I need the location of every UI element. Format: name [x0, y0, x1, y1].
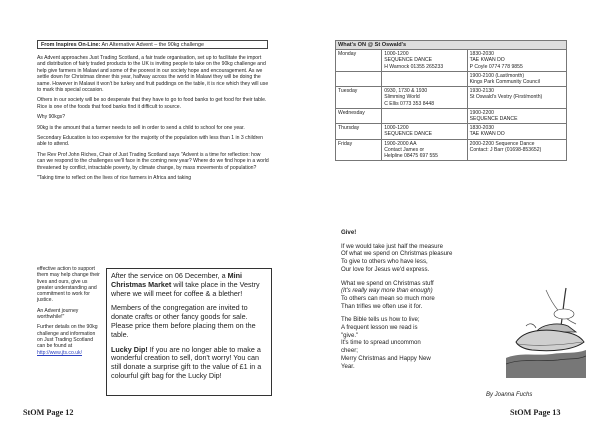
- poem-line: Merry Christmas and Happy New: [341, 354, 431, 362]
- poem-line: Than trifles we often use it for.: [341, 302, 423, 310]
- table-title: What's ON @ St Oswald's: [336, 41, 567, 50]
- poem-line-italic: (It's really way more than enough): [341, 287, 433, 295]
- day-cell: [336, 50, 382, 72]
- morning-cell: [382, 87, 467, 109]
- article-paragraph: [37, 324, 102, 355]
- table-row: [336, 71, 567, 86]
- callout-paragraph: [111, 272, 267, 298]
- poem-title: [341, 229, 511, 237]
- poem-line: Year.: [341, 362, 355, 370]
- article-paragraph: The Rev Prof John Riches, Chair of Just Trading Scotland says "Advent is a time for reflection: how can we respond to the challenges we'll face in the coming new year? Where do we find hope in a world threatened by conflict, intractable poverty, by climate change, by mass movements of population?: [37, 151, 269, 171]
- poem-line: What we spend on Christmas stuff: [341, 279, 434, 287]
- cell-line: SEQUENCE DANCE: [384, 57, 433, 64]
- callout-text: If you are no longer able to make a wonderful creation to sell, don't worry! You can still donate a surprise gift to the value of £1 in a colourful gift bag for the Lucky Dip!: [111, 344, 262, 380]
- morning-cell: [382, 139, 467, 161]
- cell-line: Contact James or: [384, 146, 425, 153]
- cell-line: Contact: J Barr (01698-853652): [469, 146, 542, 153]
- table-row: [336, 50, 567, 72]
- cell-line: H Warnock 01355 265233: [384, 63, 444, 70]
- morning-cell: [382, 124, 467, 139]
- poem: [341, 229, 511, 376]
- cell-line: 1930-2130: [469, 88, 495, 95]
- cell-line: Helpline 08475 697 555: [384, 153, 439, 160]
- morning-cell: [382, 71, 467, 86]
- cell-line: 1900-2000 AA: [384, 140, 417, 147]
- evening-cell: [467, 124, 566, 139]
- cell-line: TAE KWAN DO: [469, 57, 505, 64]
- day-cell: [336, 71, 382, 86]
- poem-line: cheer;: [341, 347, 358, 355]
- article-paragraph: As Advent approaches Just Trading Scotland, a fair trade organisation, set up to facilitate the import and distribution of fairly traded products to the UK is inviting people to take on the 90kg challenge and help give farmers in Malawi and some of the poorest in our society hope and encouragement. As we settle down for Christmas dinner this year, halfway across the world in Malawi they will be doing the same. However in Malawi it won't be turkey and fruit puddings on the table, it is rice which they will use to mark this special occasion.: [37, 55, 269, 94]
- poem-author: By Joanna Fuchs: [486, 392, 533, 398]
- table-row: [336, 124, 567, 139]
- poem-line: To others can mean so much more: [341, 294, 435, 302]
- cell-line: SEQUENCE DANCE: [469, 116, 518, 123]
- jts-link[interactable]: http://www.jts.co.uk/: [37, 349, 83, 356]
- cell-line: St Oswald's Vestry (First/month): [469, 94, 543, 101]
- callout-text: After the service on 06 December, a: [111, 271, 228, 280]
- details-text: Further details on the 90kg challenge and information on Just Trading Scotland can be found at: [37, 324, 98, 350]
- table-row: [336, 108, 567, 123]
- day-label: Monday: [338, 51, 357, 58]
- cell-line: 1000-1200: [384, 51, 409, 58]
- article-paragraph: 90kg is the amount that a farmer needs to sell in order to send a child to school for one year.: [37, 124, 245, 131]
- cell-line: Kings Park Community Council: [469, 79, 540, 86]
- header-source: From Inspires On-Line:: [41, 42, 101, 48]
- cell-line: 1900-2200: [469, 109, 495, 116]
- poem-line: "give.": [341, 331, 359, 339]
- page-footer-right: StOM Page 13: [510, 408, 561, 417]
- day-cell: [336, 87, 382, 109]
- day-cell: [336, 108, 382, 123]
- callout-paragraph: [111, 346, 267, 381]
- cell-line: Slimming World: [384, 94, 420, 101]
- right-page: [300, 0, 600, 424]
- callout-text: will take place in the Vestry where we will meet for coffee & a blether!: [111, 279, 260, 298]
- evening-cell: [467, 139, 566, 161]
- day-label: Wednesday: [338, 109, 365, 116]
- table-row: [336, 87, 567, 109]
- article-paragraph: An Advent journey worthwhile!": [37, 307, 79, 321]
- morning-cell: [382, 50, 467, 72]
- callout-bold: Lucky Dip!: [111, 344, 148, 354]
- cell-line: C Ellis 0773 353 8448: [384, 100, 435, 107]
- noahs-ark-cartoon-icon: [506, 286, 586, 378]
- cell-line: 1830-2030: [469, 51, 495, 58]
- page-footer-left: StOM Page 12: [23, 408, 74, 417]
- article-paragraph: Secondary Education is too expensive for the majority of the population with less than 1 in 3 children able to attend.: [37, 135, 263, 148]
- table-row: [336, 139, 567, 161]
- article-paragraph: "Taking time to reflect on the lives of rice farmers in Africa and taking: [37, 175, 192, 182]
- poem-line: Of what we spend on Christmas pleasure: [341, 250, 453, 258]
- evening-cell: [467, 108, 566, 123]
- poem-line: Our love for Jesus we'd express.: [341, 265, 430, 273]
- cell-line: SEQUENCE DANCE: [384, 131, 433, 138]
- christmas-market-callout: [106, 268, 272, 396]
- cell-line: 1000-1200: [384, 125, 409, 132]
- callout-bold: Mini Christmas Market: [111, 271, 243, 289]
- evening-cell: [467, 87, 566, 109]
- callout-paragraph: Members of the congregation are invited to donate crafts or other fancy goods for sale. Please price them before placing them on the table.: [111, 303, 256, 339]
- article-paragraph: Others in our society will be so desperate that they have to go to food banks to get food for their table. Rice is one of the foods that food banks find it difficult to source.: [37, 97, 267, 110]
- table-body: [336, 50, 567, 161]
- header-title: An Alternative Advent – the 90kg challenge: [100, 42, 205, 48]
- cell-line: 2000-2200 Sequence Dance: [469, 140, 535, 147]
- poem-stanza: [341, 316, 511, 370]
- day-cell: [336, 139, 382, 161]
- day-label: Thursday: [338, 125, 360, 132]
- day-label: Tuesday: [338, 88, 358, 95]
- whats-on-table: [335, 40, 567, 161]
- cell-line: TAE KWAN DO: [469, 131, 505, 138]
- cell-line: 1830-2030: [469, 125, 495, 132]
- poem-line: If we would take just half the measure: [341, 242, 443, 250]
- poem-title-text: Give!: [341, 229, 357, 236]
- article-paragraph: Why 90kgs?: [37, 114, 66, 121]
- poem-line: The Bible tells us how to live;: [341, 316, 420, 324]
- poem-stanza: [341, 280, 511, 311]
- article-header: [37, 40, 268, 49]
- table-header-row: [336, 41, 567, 50]
- day-label: Friday: [338, 140, 353, 147]
- day-cell: [336, 124, 382, 139]
- morning-cell: [382, 108, 467, 123]
- poem-stanza: [341, 243, 511, 274]
- cell-line: 1900-2100 (Last/month): [469, 72, 525, 79]
- article-narrow-column: [37, 266, 102, 360]
- cell-line: 0930, 1730 & 1930: [384, 88, 428, 95]
- poem-line: It's time to spread uncommon: [341, 339, 421, 347]
- article-body: [37, 55, 269, 186]
- poem-line: A frequent lesson we read is: [341, 324, 418, 332]
- cell-line: P Coyle 0774 778 9855: [469, 63, 523, 70]
- article-paragraph: effective action to support them may help change their lives and ours, give us greater understanding and commitment to work for justice.: [37, 266, 100, 304]
- poem-line: To give to others who have less,: [341, 258, 428, 266]
- evening-cell: [467, 50, 566, 72]
- evening-cell: [467, 71, 566, 86]
